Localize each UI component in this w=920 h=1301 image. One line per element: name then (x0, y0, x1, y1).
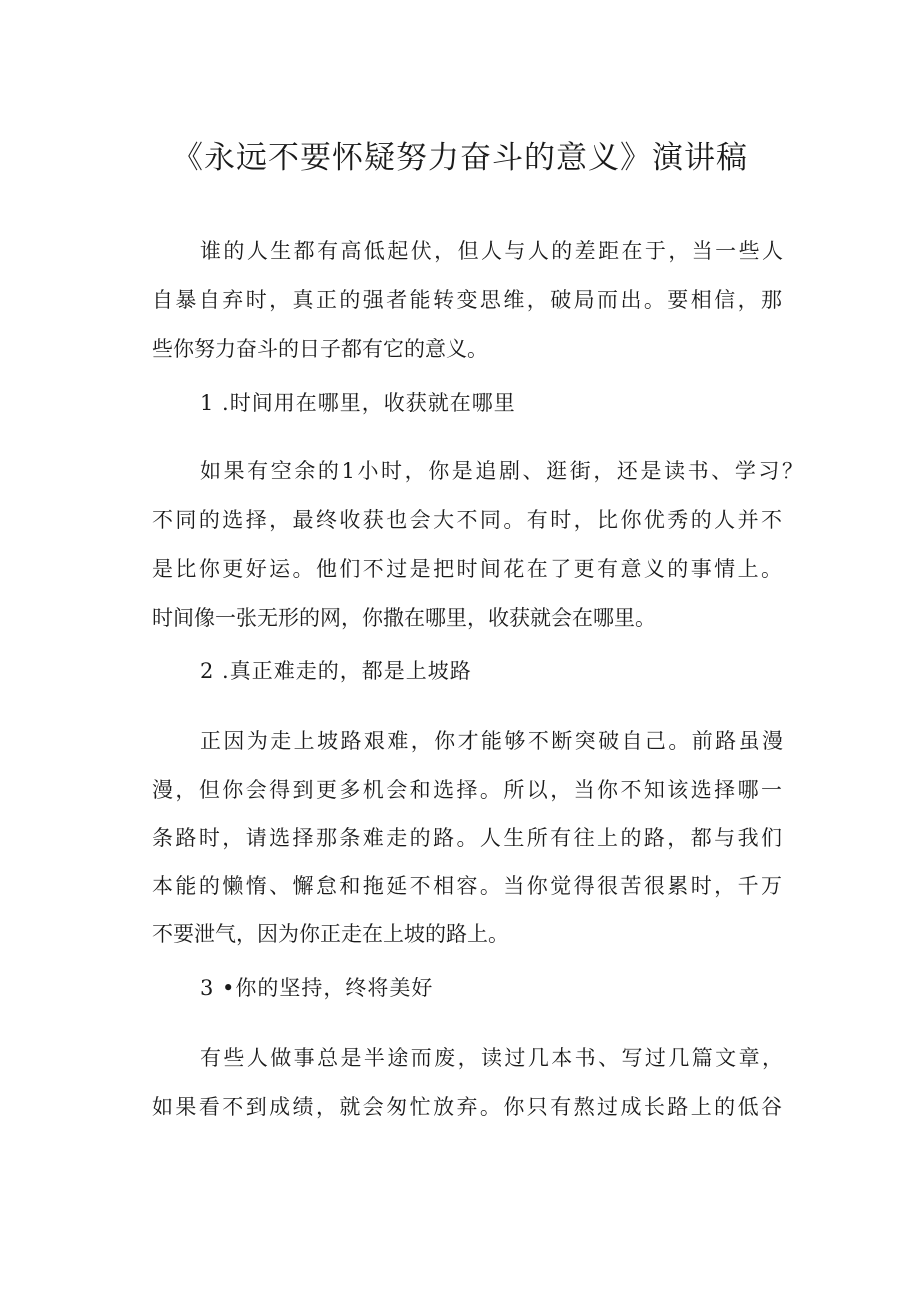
paragraph-3-line-4: 本能的懒惰、懈怠和拖延不相容。当你觉得很苦很累时，千万 (152, 874, 782, 898)
paragraph-3-line-5: 不要泄气，因为你正走在上坡的路上。 (152, 922, 509, 946)
section-heading-3: 3 •你的坚持，终将美好 (200, 976, 434, 1000)
paragraph-2-line-1: 如果有空余的1小时，你是追剧、逛街，还是读书、学习？ (200, 459, 803, 483)
paragraph-4-line-1: 有些人做事总是半途而废，读过几本书、写过几篇文章， (200, 1046, 783, 1070)
paragraph-1-line-3: 些你努力奋斗的日子都有它的意义。 (152, 337, 488, 361)
paragraph-2-line-3: 是比你更好运。他们不过是把时间花在了更有意义的事情上。 (152, 557, 782, 581)
paragraph-4-line-2: 如果看不到成绩，就会匆忙放弃。你只有熬过成长路上的低谷 (152, 1095, 782, 1119)
paragraph-3-line-1: 正因为走上坡路艰难，你才能够不断突破自己。前路虽漫 (200, 729, 783, 753)
section-heading-1: 1 .时间用在哪里，收获就在哪里 (200, 391, 516, 415)
paragraph-3-line-3: 条路时，请选择那条难走的路。人生所有往上的路，都与我们 (152, 826, 782, 850)
paragraph-1-line-1: 谁的人生都有高低起伏，但人与人的差距在于，当一些人 (200, 239, 783, 263)
paragraph-1-line-2: 自暴自弃时，真正的强者能转变思维，破局而出。要相信，那 (152, 288, 782, 312)
paragraph-2-line-4: 时间像一张无形的网，你撒在哪里，收获就会在哪里。 (152, 606, 656, 630)
paragraph-3-line-2: 漫，但你会得到更多机会和选择。所以，当你不知该选择哪一 (152, 778, 782, 802)
section-heading-2: 2 .真正难走的，都是上坡路 (200, 659, 472, 683)
document-title: 《永远不要怀疑努力奋斗的意义》演讲稿 (172, 140, 748, 176)
paragraph-2-line-2: 不同的选择，最终收获也会大不同。有时，比你优秀的人并不 (152, 508, 782, 532)
